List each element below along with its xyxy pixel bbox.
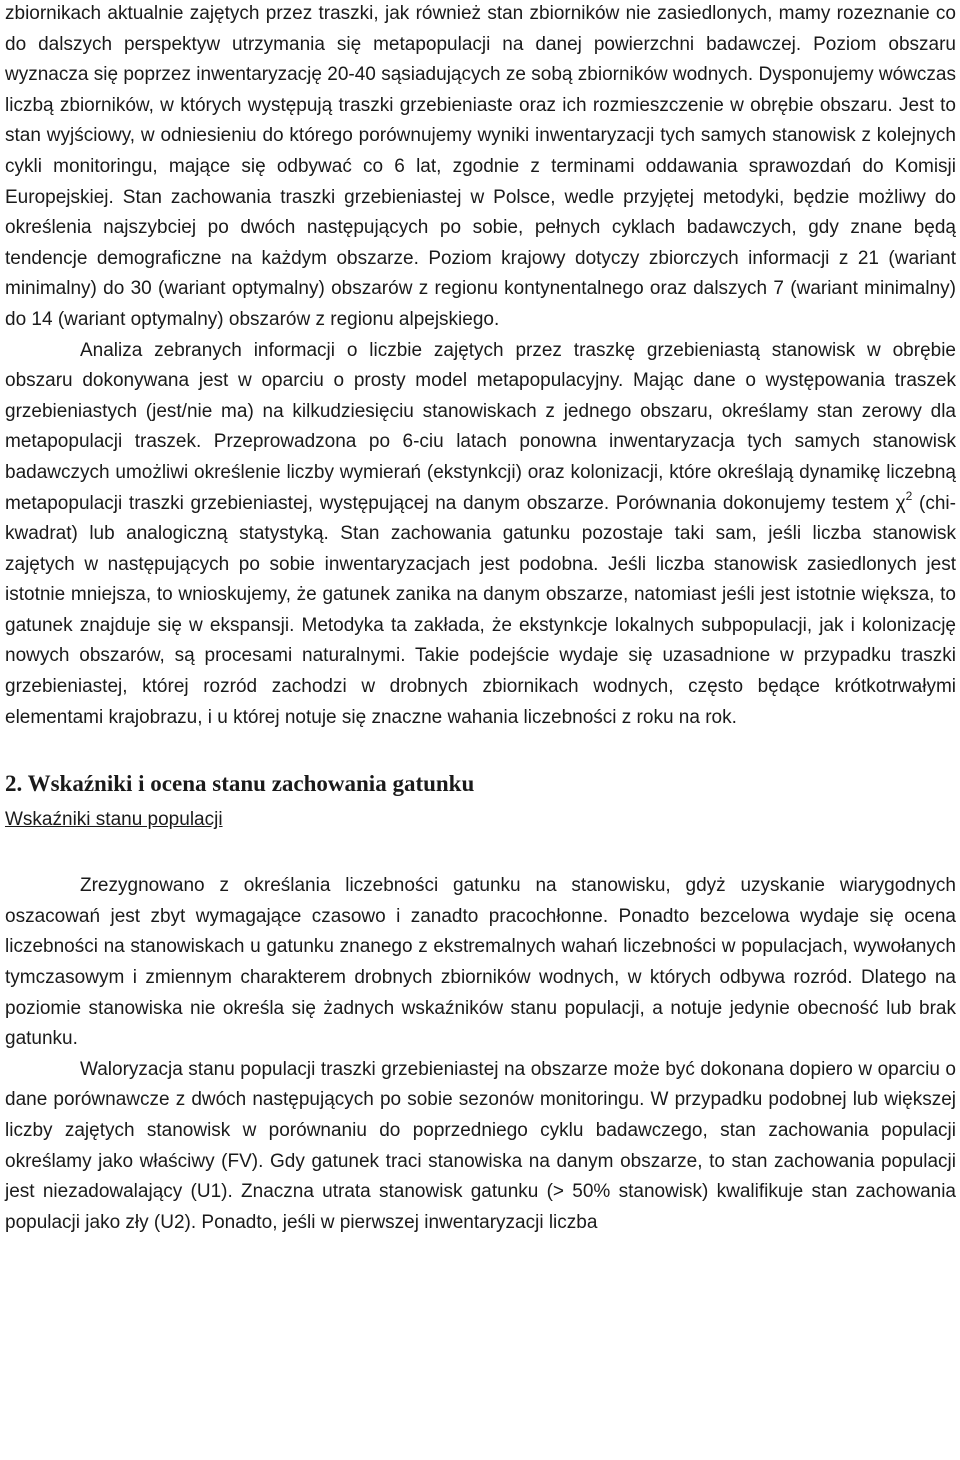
paragraph-text-continued: (chi-kwadrat) lub analogiczną statystyką. Stan zachowania gatunku pozostaje taki sam, jeśli liczba stanowisk zajętych w następujących po sobie inwentaryzacjach jest podobna. Jeśli liczba stanowisk zasiedlonych jest istotnie mniejsza, to wnioskujemy, że gatunek zanika na danym obszarze, natomiast jeśli jest istotnie większa, to gatunek znajduje się w ekspansji. Metodyka ta zakłada, że ekstynkcje lokalnych subpopulacji, jak i kolonizację nowych obszarów, są procesami naturalnymi. Takie podejście wydaje się uzasadnione w przypadku traszki grzebieniastej, której rozród zachodzi w drobnych zbiornikach wodnych, często będące krótkotrwałymi elementami krajobrazu, i u której notuje się znaczne wahania liczebności z roku na rok. (5, 492, 956, 728)
section-subheading: Wskaźniki stanu populacji (5, 809, 223, 831)
paragraph-text: Zrezygnowano z określania liczebności gatunku na stanowisku, gdyż uzyskanie wiarygodnych oszacowań jest zbyt wymagające czasowo i zanadto pracochłonne. Ponadto bezcelowa wydaje się ocena liczebności na stanowiskach u gatunku znanego z ekstremalnych wahań liczebności w populacjach, wywołanych tymczasowym i zmiennym charakterem drobnych zbiorników wodnych, w których odbywa rozród. Dlatego na poziomie stanowiska nie określa się żadnych wskaźników stanu populacji, a notuje jedynie obecność lub brak gatunku. (5, 875, 956, 1050)
paragraph-text: zbiornikach aktualnie zajętych przez traszki, jak również stan zbiorników nie zasiedlonych, mamy rozeznanie co do dalszych perspektyw utrzymania się metapopulacji na danej powierzchni badawczej. Poziom obszaru wyznacza się poprzez inwentaryzację 20-40 sąsiadujących ze sobą zbiorników wodnych. Dysponujemy wówczas liczbą zbiorników, w których występują traszki grzebieniaste oraz ich rozmieszczenie w obrębie obszaru. Jest to stan wyjściowy, w odniesieniu do którego porównujemy wyniki inwentaryzacji tych samych stanowisk z kolejnych cykli monitoringu, mające się odbywać co 6 lat, zgodnie z terminami oddawania sprawozdań do Komisji Europejskiej. Stan zachowania traszki grzebieniastej w Polsce, wedle przyjętej metodyki, będzie możliwy do określenia najszybciej po dwóch następujących po sobie, pełnych cyklach badawczych, gdy znane będą tendencje demograficzne na każdym obszarze. Poziom krajowy dotyczy zbiorczych informacji z 21 (wariant minimalny) do 30 (wariant optymalny) obszarów z regionu kontynentalnego oraz dalszych 7 (wariant minimalny) do 14 (wariant optymalny) obszarów z regionu alpejskiego. (5, 3, 956, 330)
paragraph-text: Analiza zebranych informacji o liczbie zajętych przez traszkę grzebieniastą stanowisk w obrębie obszaru dokonywana jest w oparciu o prosty model metapopulacyjny. Mając dane o występowania traszek grzebieniastych (jest/nie ma) na kilkudziesięciu stanowiskach z jednego obszaru, określamy stan zerowy dla metapopulacji traszek. Przeprowadzona po 6-ciu latach ponowna inwentaryzacja tych samych stanowisk badawczych umożliwi określenie liczby wymierań (ekstynkcji) oraz kolonizacji, które określają dynamikę liczebną metapopulacji traszki grzebieniastej, występującej na danym obszarze. Porównania dokonujemy testem χ (5, 339, 956, 514)
paragraph-metapopulation-intro (5, 0, 956, 336)
paragraph-abundance (5, 871, 956, 1055)
section-heading: 2. Wskaźniki i ocena stanu zachowania gatunku (5, 771, 475, 797)
chi-square-superscript: 2 (905, 488, 913, 503)
paragraph-valorisation (5, 1055, 956, 1239)
paragraph-analysis-model (5, 336, 956, 734)
paragraph-text: Waloryzacja stanu populacji traszki grzebieniastej na obszarze może być dokonana dopiero w oparciu o dane porównawcze z dwóch następujących po sobie sezonów monitoringu. W przypadku podobnej lub większej liczby zajętych stanowisk w porównaniu do poprzedniego cyklu badawczego, stan zachowania populacji określamy jako właściwy (FV). Gdy gatunek traci stanowiska na danym obszarze, to stan zachowania populacji jest niezadowalający (U1). Znaczna utrata stanowisk gatunku (> 50% stanowisk) kwalifikuje stan zachowania populacji jako zły (U2). Ponadto, jeśli w pierwszej inwentaryzacji liczba (5, 1058, 956, 1233)
